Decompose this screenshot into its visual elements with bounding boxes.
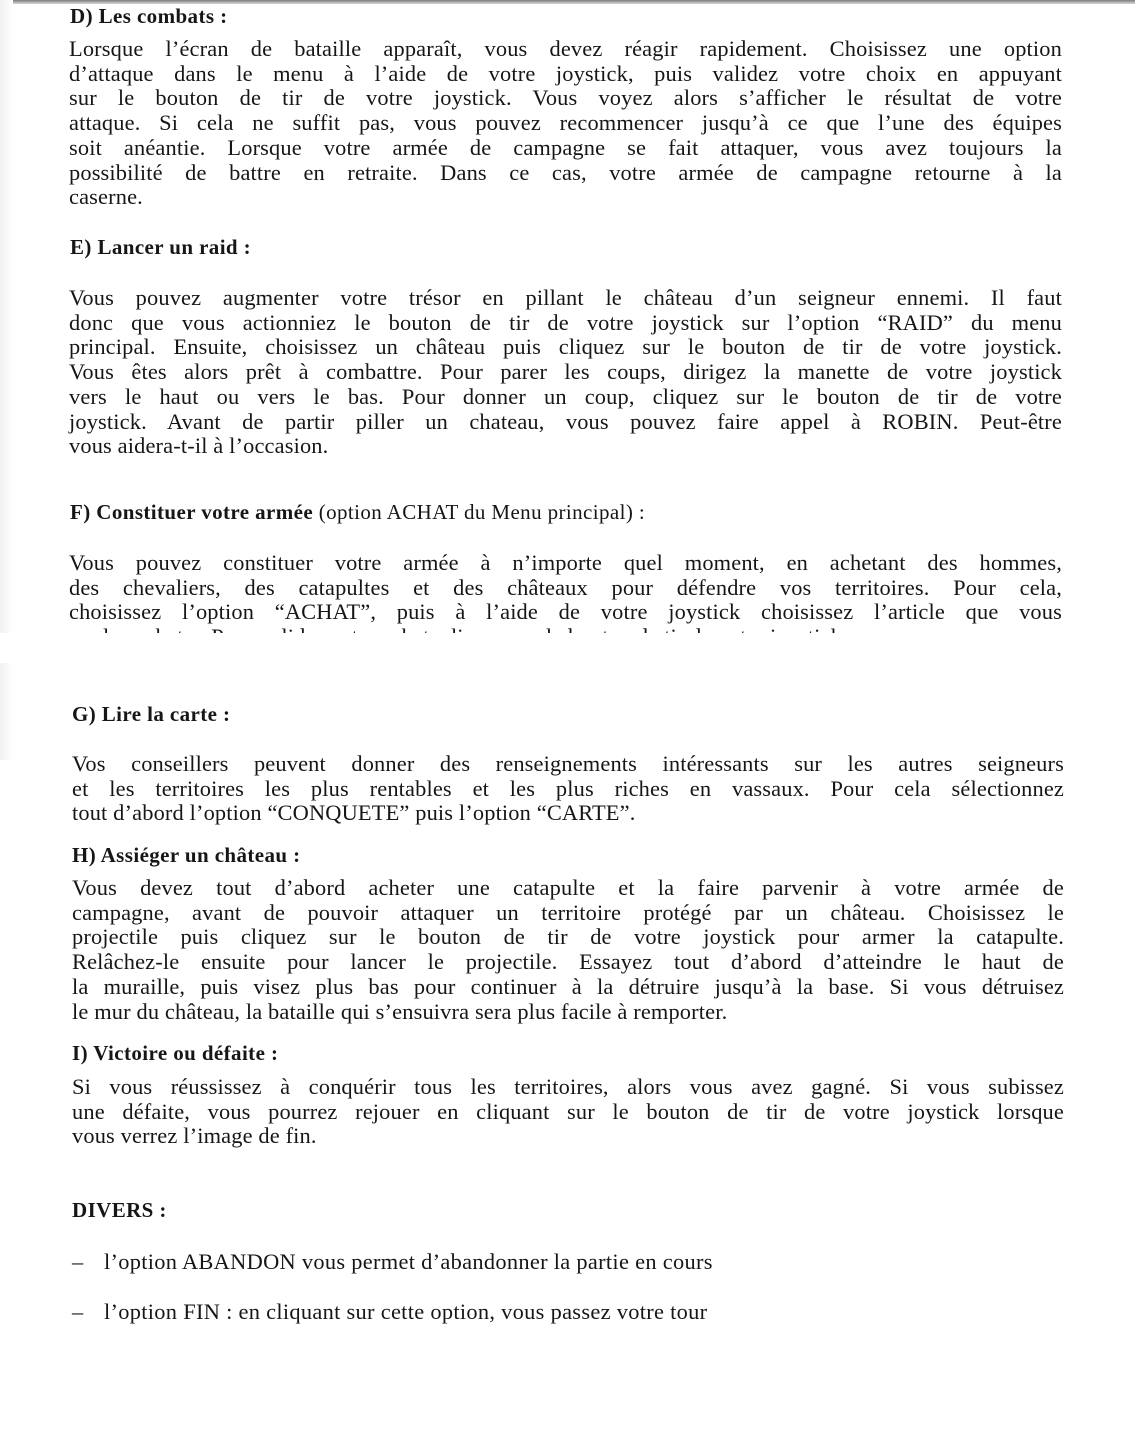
text-line: projectile puis cliquez sur le bouton de tir de votre joystick pour armer la catapulte.: [72, 924, 1064, 950]
section-heading-armee-title: F) Constituer votre armée: [70, 500, 314, 524]
text-line: Si vous réussissez à conquérir tous les territoires, alors vous avez gagné. Si vous subissez: [72, 1074, 1064, 1099]
section-body-combats: [69, 37, 1062, 210]
text-line: Vous pouvez augmenter votre trésor en pillant le château d’un seigneur ennemi. Il faut: [69, 285, 1062, 310]
text-line: Vos conseillers peuvent donner des renseignements intéressants sur les autres seigneurs: [72, 751, 1064, 776]
section-heading-victoire: I) Victoire ou défaite :: [72, 1041, 279, 1065]
divers-item-text: l’option FIN : en cliquant sur cette option, vous passez votre tour: [104, 1299, 708, 1324]
section-body-chateau: [72, 876, 1064, 1024]
text-line: caserne.: [69, 184, 143, 210]
section-body-victoire: [72, 1075, 1064, 1149]
text-line: attaque. Si cela ne suffit pas, vous pouvez recommencer jusqu’à ce que l’une des équipes: [69, 110, 1062, 136]
text-line: donc que vous actionniez le bouton de tir de votre joystick sur l’option “RAID” du menu: [69, 309, 1062, 335]
text-line: Vous devez tout d’abord acheter une catapulte et la faire parvenir à votre armée de: [72, 875, 1064, 900]
text-line: vers le haut ou vers le bas. Pour donner un coup, cliquez sur le bouton de tir de votre: [69, 383, 1062, 409]
section-heading-armee-suffix: (option ACHAT du Menu principal) :: [313, 500, 646, 524]
text-line: campagne, avant de pouvoir attaquer un territoire protégé par un château. Choisissez le: [72, 899, 1064, 925]
section-heading-combats: D) Les combats :: [70, 4, 228, 28]
section-heading-divers: DIVERS :: [72, 1198, 167, 1222]
section-heading-armee: [70, 499, 645, 525]
text-line: des chevaliers, des catapultes et des châteaux pour défendre vos territoires. Pour cela,: [69, 574, 1062, 600]
text-line: Lorsque l’écran de bataille apparaît, vous devez réagir rapidement. Choisissez une option: [69, 36, 1062, 61]
text-line: Relâchez-le ensuite pour lancer le projectile. Essayez tout d’abord d’atteindre le haut de: [72, 949, 1064, 975]
section-heading-raid: E) Lancer un raid :: [70, 235, 252, 259]
text-line: choisissez l’option “ACHAT”, puis à l’aide de votre joystick choisissez l’article que vous: [69, 599, 1062, 625]
text-line: Vous êtes alors prêt à combattre. Pour parer les coups, dirigez la manette de votre joystick: [69, 359, 1062, 385]
text-line: le mur du château, la bataille qui s’ensuivra sera plus facile à remporter.: [72, 998, 728, 1024]
dash-glyph: –: [72, 1299, 84, 1324]
text-line: tout d’abord l’option “CONQUETE” puis l’option “CARTE”.: [72, 800, 636, 826]
section-body-carte: [72, 752, 1064, 826]
text-line: joystick. Avant de partir piller un chateau, vous pouvez faire appel à ROBIN. Peut-être: [69, 408, 1062, 434]
text-line: la muraille, puis visez plus bas pour continuer à la détruire jusqu’à la base. Si vous détruisez: [72, 973, 1064, 999]
section-heading-chateau: H) Assiéger un château :: [72, 843, 301, 867]
text-line: sur le bouton de tir de votre joystick. Vous voyez alors s’afficher le résultat de votre: [69, 85, 1062, 111]
text-line: vous aidera-t-il à l’occasion.: [69, 433, 329, 459]
section-body-raid: [69, 286, 1062, 459]
text-line: et les territoires les plus rentables et les plus riches en vassaux. Pour cela sélectionnez: [72, 775, 1064, 801]
dash-glyph: –: [72, 1249, 84, 1274]
divers-item: [72, 1299, 707, 1325]
divers-item: [72, 1249, 713, 1275]
section-heading-carte: G) Lire la carte :: [72, 702, 231, 726]
text-line: possibilité de battre en retraite. Dans ce cas, votre armée de campagne retourne à la: [69, 159, 1062, 185]
text-line: une défaite, vous pourrez rejouer en cliquant sur le bouton de tir de votre joystick lorsque: [72, 1098, 1064, 1124]
text-line: soit anéantie. Lorsque votre armée de campagne se fait attaquer, vous avez toujours la: [69, 134, 1062, 160]
text-line: principal. Ensuite, choisissez un château puis cliquez sur le bouton de tir de votre joystick.: [69, 334, 1062, 360]
text-line: d’attaque dans le menu à l’aide de votre joystick, puis validez votre choix en appuyant: [69, 60, 1062, 86]
text-line: vous verrez l’image de fin.: [72, 1123, 317, 1149]
text-line: Vous pouvez constituer votre armée à n’importe quel moment, en achetant des hommes,: [69, 550, 1062, 575]
scan-cut-band: [0, 633, 1135, 663]
divers-item-text: l’option ABANDON vous permet d’abandonner la partie en cours: [104, 1249, 713, 1274]
